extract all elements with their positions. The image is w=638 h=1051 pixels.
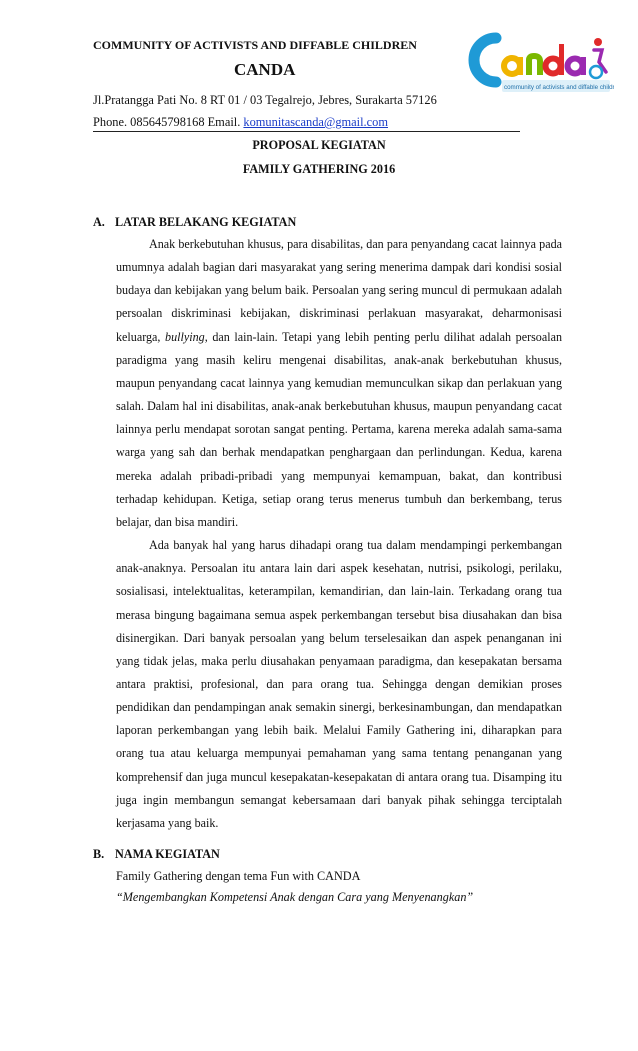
section-a-body — [116, 233, 562, 835]
activity-motto: “Mengembangkan Kompetensi Anak dengan Cara yang Menyenangkan” — [116, 890, 474, 904]
phone-text: Phone. 085645798168 Email. — [93, 115, 244, 129]
activity-name: Family Gathering dengan tema Fun with CANDA — [116, 869, 361, 883]
canda-logo-icon — [462, 28, 614, 98]
email-link[interactable]: komunitascanda@gmail.com — [243, 115, 388, 129]
organization-contact — [93, 115, 388, 130]
section-b-heading — [93, 847, 220, 862]
section-a-paragraph-1: Anak berkebutuhan khusus, para disabilitas, dan para penyandang cacat lainnya pada umumnya adalah bagian dari masyarakat yang sering menerima dampak dari kondisi sosial budaya dan kebijakan yang belum baik. Persoalan yang sering muncul di permukaan adalah persoalan diskriminasi kebijakan, diskriminasi perlakuan masyarakat, deharmonisasi keluarga, bullying, dan lain-lain. Tetapi yang lebih penting perlu dilihat adalah persoalan paradigma yang masih keliru mengenai disabilitas, anak-anak berkebutuhan khusus, maupun penyandang cacat lainnya yang kemudian memunculkan sikap dan perlakuan yang salah. Dalam hal ini disabilitas, anak-anak berkebutuhan khusus, maupun penyandang cacat lainnya perlu mendapat sorotan sangat penting. Pertama, karena mereka adalah sama-sama warga yang sah dan berhak mendapatkan penghargaan dan perlindungan. Kedua, karena mereka adalah pribadi-pribadi yang mempunyai kemampuan, bakat, dan kontribusi terhadap kehidupan. Ketiga, setiap orang terus menerus tumbuh dan berkembang, terus belajar, dan bisa mandiri. — [116, 237, 562, 529]
section-a-title: LATAR BELAKANG KEGIATAN — [115, 215, 297, 229]
section-b-letter: B. — [93, 847, 105, 861]
organization-line: COMMUNITY OF ACTIVISTS AND DIFFABLE CHILDREN — [93, 38, 417, 52]
section-a-heading — [93, 215, 296, 230]
organization-address: Jl.Pratangga Pati No. 8 RT 01 / 03 Tegalrejo, Jebres, Surakarta 57126 — [93, 93, 437, 107]
section-b-title: NAMA KEGIATAN — [115, 847, 220, 861]
logo-tagline: community of activists and diffable children — [504, 84, 614, 91]
italic-term: bullying — [165, 329, 205, 344]
document-title: PROPOSAL KEGIATAN — [252, 138, 386, 152]
header-divider — [93, 131, 520, 132]
organization-name: CANDA — [234, 60, 296, 79]
document-subtitle: FAMILY GATHERING 2016 — [242, 162, 396, 176]
section-a-paragraph-2: Ada banyak hal yang harus dihadapi orang tua dalam mendampingi perkembangan anak-anaknya. Persoalan itu antara lain dari aspek kesehatan, nutrisi, psikologi, perilaku, sosialisasi, intelektualitas, keterampilan, kemandirian, dan lain-lain. Terkadang orang tua merasa bingung bagaimana semua aspek perkembangan tersebut bisa diusahakan dan bisa disinergikan. Dari banyak persoalan yang belum terselesaikan dan aspek penanganan ini yang tidak jelas, maka perlu diusahakan penyamaan paradigma, dan kesepakatan bersama antara praktisi, profesional, dan para orang tua. Sehingga dengan demikian proses pendidikan dan pendampingan anak semakin sinergi, berkesinambungan, dan mendapatkan laporan perkembangan yang lebih baik. Melalui Family Gathering ini, diharapkan para orang tua atau keluarga mempunyai pemahaman yang sama tentang penanganan yang komprehensif dan juga muncul kesepakatan-kesepakatan di antara orang tua. Disamping itu juga ingin membangun semangat kebersamaan dari banyak pihak sehingga terciptalah kerjasama yang baik. — [116, 538, 562, 830]
section-a-letter: A. — [93, 215, 105, 229]
